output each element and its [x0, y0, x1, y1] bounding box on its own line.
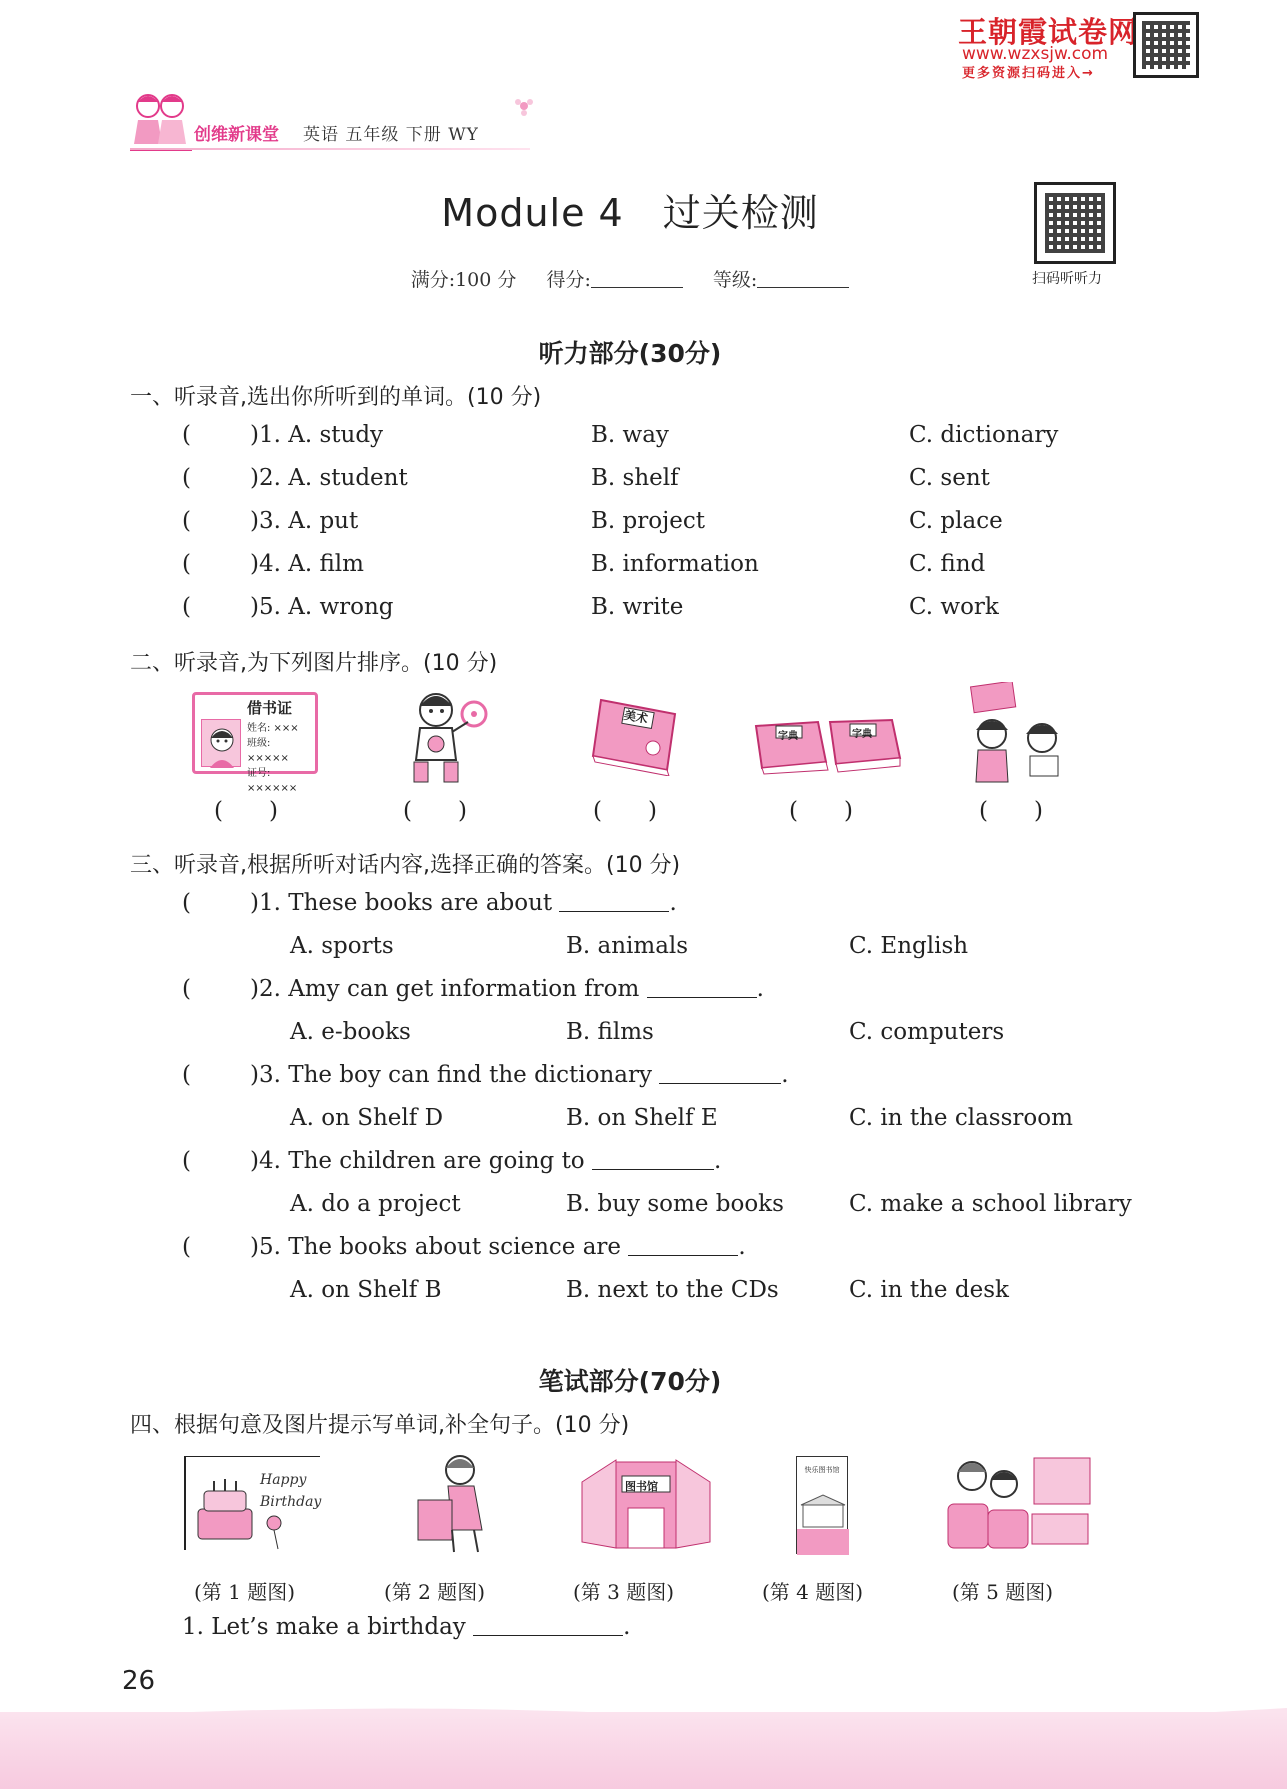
- picture-caption: (第 2 题图): [384, 1580, 486, 1604]
- question-stem: )2. Amy can get information from: [250, 976, 640, 1002]
- part2-heading: 二、听录音,为下列图片排序。(10 分): [130, 651, 498, 676]
- order-paren[interactable]: ( ): [593, 798, 657, 824]
- library-building-picture: [576, 1452, 716, 1552]
- order-paren[interactable]: ( ): [789, 798, 853, 824]
- option-c: C. computers: [849, 1019, 1005, 1045]
- qr-caption: 扫码听听力: [1032, 271, 1102, 287]
- answer-paren[interactable]: (: [182, 1234, 191, 1260]
- grade-label: 等级:: [712, 269, 758, 291]
- option-c: C. English: [849, 933, 969, 959]
- kids-with-computer-picture: [962, 682, 1076, 786]
- grade-blank[interactable]: [757, 270, 849, 288]
- book-cover-picture: [796, 1456, 848, 1554]
- writing-heading: 笔试部分(70分): [538, 1367, 722, 1396]
- answer-paren[interactable]: (: [182, 422, 191, 448]
- part1-heading: 一、听录音,选出你所听到的单词。(10 分): [130, 385, 542, 410]
- part3-heading: 三、听录音,根据所听对话内容,选择正确的答案。(10 分): [130, 853, 681, 878]
- option-a: A. on Shelf B: [290, 1277, 442, 1303]
- option-c: C. in the desk: [849, 1277, 1009, 1303]
- answer-blank[interactable]: [628, 1236, 738, 1256]
- answer-paren[interactable]: (: [182, 1062, 191, 1088]
- option-a: A. on Shelf D: [290, 1105, 444, 1131]
- option-b: B. animals: [566, 933, 689, 959]
- dictionaries-picture: [752, 712, 902, 776]
- option-a: A. sports: [290, 933, 394, 959]
- question-stem: 1. Let’s make a birthday: [182, 1614, 466, 1640]
- part4-heading: 四、根据句意及图片提示写单词,补全句子。(10 分): [130, 1413, 630, 1438]
- part1-option-c: C. work: [909, 594, 999, 620]
- part1-option-c: C. place: [909, 508, 1003, 534]
- option-c: C. make a school library: [849, 1191, 1132, 1217]
- answer-blank[interactable]: [559, 892, 669, 912]
- part1-option-b: B. shelf: [591, 465, 679, 491]
- cake-card-text: Happy Birthday: [260, 1472, 322, 1510]
- brand-more-text: 更多资源扫码进入→: [962, 66, 1095, 81]
- listening-heading: 听力部分(30分): [538, 339, 722, 368]
- website-qr-code-icon[interactable]: [1133, 12, 1199, 78]
- card-line: 班级: ×××××: [247, 738, 289, 764]
- question-text: )1. These books are about .: [250, 890, 677, 916]
- part1-option-a: )1. A. study: [250, 422, 384, 448]
- page-number: 26: [122, 1666, 156, 1696]
- picture-caption: (第 3 题图): [573, 1580, 675, 1604]
- part1-option-b: B. way: [591, 422, 669, 448]
- card-line: 姓名: ×××: [247, 723, 299, 734]
- answer-paren[interactable]: (: [182, 594, 191, 620]
- dictionary-label: 字典: [778, 731, 798, 742]
- part1-option-b: B. information: [591, 551, 759, 577]
- footer-band: [0, 1712, 1287, 1789]
- question-stem: )4. The children are going to: [250, 1148, 585, 1174]
- boy-with-cd-picture: [398, 688, 498, 784]
- answer-paren[interactable]: (: [182, 465, 191, 491]
- option-c: C. in the classroom: [849, 1105, 1073, 1131]
- score-line: [0, 265, 1260, 292]
- answer-paren[interactable]: (: [182, 890, 191, 916]
- option-a: A. do a project: [290, 1191, 461, 1217]
- question-text: )3. The boy can find the dictionary .: [250, 1062, 789, 1088]
- question-stem: )3. The boy can find the dictionary: [250, 1062, 652, 1088]
- answer-paren[interactable]: (: [182, 508, 191, 534]
- full-score: 满分:100 分: [410, 269, 517, 291]
- dictionary-label: 字典: [852, 729, 872, 740]
- answer-paren[interactable]: (: [182, 1148, 191, 1174]
- header-rule: [130, 148, 530, 150]
- score-label: 得分:: [546, 269, 591, 291]
- book-series-name: 创维新课堂: [194, 125, 279, 145]
- part1-option-c: C. find: [909, 551, 986, 577]
- card-line: 证号: ××××××: [247, 768, 298, 794]
- picture-caption: (第 4 题图): [762, 1580, 864, 1604]
- boy-face-icon: [202, 720, 242, 768]
- kids-watching-picture: [944, 1454, 1094, 1552]
- card-title: 借书证: [247, 699, 293, 717]
- kids-logo-icon: [126, 88, 198, 154]
- order-paren[interactable]: ( ): [979, 798, 1043, 824]
- brand-name: 王朝霞试卷网: [958, 15, 1139, 49]
- question-text: )2. Amy can get information from .: [250, 976, 764, 1002]
- part1-option-a: )2. A. student: [250, 465, 408, 491]
- question-text: )5. The books about science are .: [250, 1234, 746, 1260]
- part1-option-c: C. sent: [909, 465, 990, 491]
- option-a: A. e-books: [290, 1019, 411, 1045]
- answer-paren[interactable]: (: [182, 551, 191, 577]
- part1-option-a: )3. A. put: [250, 508, 359, 534]
- answer-blank[interactable]: [659, 1064, 781, 1084]
- answer-blank[interactable]: [473, 1616, 623, 1636]
- library-sign-label: 图书馆: [625, 1480, 658, 1493]
- card-photo: [201, 719, 241, 767]
- book-info: 英语 五年级 下册 WY: [303, 125, 479, 145]
- part1-option-b: B. project: [591, 508, 705, 534]
- listening-qr-code-icon[interactable]: [1034, 182, 1116, 264]
- answer-blank[interactable]: [592, 1150, 714, 1170]
- question-stem: )5. The books about science are: [250, 1234, 622, 1260]
- order-paren[interactable]: ( ): [403, 798, 467, 824]
- answer-paren[interactable]: (: [182, 976, 191, 1002]
- option-b: B. buy some books: [566, 1191, 784, 1217]
- score-blank[interactable]: [591, 270, 683, 288]
- option-b: B. films: [566, 1019, 654, 1045]
- question-text: )4. The children are going to .: [250, 1148, 722, 1174]
- option-b: B. next to the CDs: [566, 1277, 779, 1303]
- person-with-box-picture: [412, 1450, 502, 1554]
- birthday-cake-picture: [184, 1456, 320, 1550]
- book-cover-title: 快乐图书馆: [804, 1466, 840, 1474]
- order-paren[interactable]: ( ): [214, 798, 278, 824]
- picture-caption: (第 1 题图): [194, 1580, 296, 1604]
- flower-decoration-icon: [512, 94, 536, 118]
- part4-question: 1. Let’s make a birthday .: [182, 1614, 631, 1640]
- art-book-label: 美术: [622, 708, 649, 726]
- brand-url[interactable]: www.wzxsjw.com: [962, 44, 1109, 64]
- part1-option-a: )4. A. film: [250, 551, 364, 577]
- question-stem: )1. These books are about: [250, 890, 553, 916]
- library-card-picture: [192, 692, 318, 794]
- option-b: B. on Shelf E: [566, 1105, 718, 1131]
- page-title: Module 4 过关检测: [441, 191, 819, 235]
- answer-blank[interactable]: [647, 978, 757, 998]
- part1-option-a: )5. A. wrong: [250, 594, 394, 620]
- art-book-picture: [583, 692, 689, 776]
- picture-caption: (第 5 题图): [952, 1580, 1054, 1604]
- part1-option-b: B. write: [591, 594, 684, 620]
- card-lines: [247, 721, 315, 796]
- part1-option-c: C. dictionary: [909, 422, 1059, 448]
